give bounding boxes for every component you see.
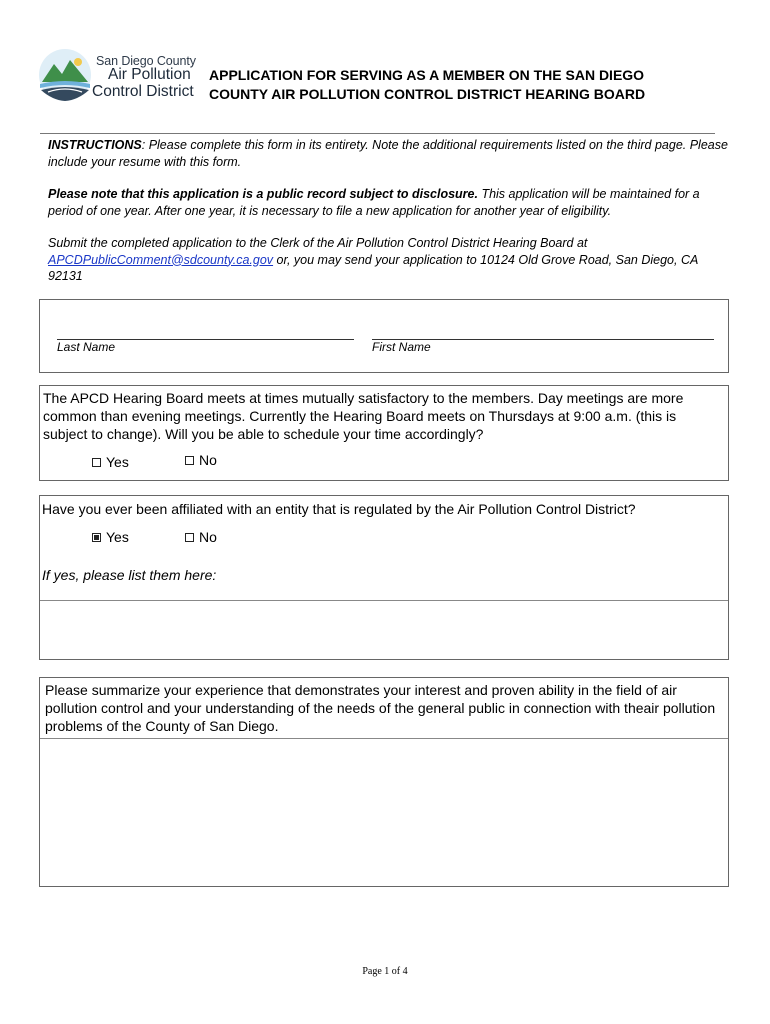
public-record-notice-text: This application will be maintained for a period of one year. After one year, it is necessary to file a new application for another year of eligibility. (48, 187, 700, 218)
experience-answer-field[interactable] (44, 744, 724, 880)
email-link[interactable]: APCDPublicComment@sdcounty.ca.gov (48, 252, 274, 267)
logo-text-line3: Control District (92, 83, 194, 100)
submit-instructions (48, 235, 728, 285)
schedule-yes-label: Yes (106, 454, 129, 470)
affiliation-yes-label: Yes (106, 529, 129, 545)
affiliation-answer-field[interactable] (44, 606, 724, 652)
schedule-question-text: The APCD Hearing Board meets at times mutually satisfactory to the members. Day meetings are more common than evening meetings. Currently the Hearing Board meets on Thursdays at 9:00 a.m. (this is subject to change). Will you be able to schedule your time accordingly? (43, 390, 684, 442)
instructions-text: : Please complete this form in its entirety. Note the additional requirements listed on the third page. Please include your resume with this form. (48, 138, 728, 169)
instructions-paragraph (48, 137, 728, 170)
instructions-label: INSTRUCTIONS (48, 138, 142, 152)
affiliation-no-option[interactable] (185, 529, 217, 545)
first-name-field[interactable] (372, 324, 714, 338)
affiliation-yes-option[interactable] (92, 529, 129, 545)
schedule-question-section (39, 385, 729, 481)
affiliation-no-label: No (199, 529, 217, 545)
document-title (209, 66, 749, 104)
schedule-no-option[interactable] (185, 452, 217, 468)
last-name-label: Last Name (57, 340, 116, 354)
public-record-notice (48, 186, 728, 219)
header-divider (40, 133, 715, 134)
submit-suffix: or, you may send your application to 10124 Old Grove Road, San Diego, CA 92131 (48, 252, 698, 283)
page-number: Page 1 of 4 (362, 966, 408, 977)
experience-question-section (39, 677, 729, 887)
experience-question-text: Please summarize your experience that demonstrates your interest and proven ability in the field of air pollution control and your understanding of the needs of the general public in connection with theair pollution problems of the County of San Diego. (45, 682, 716, 734)
experience-answer-divider (40, 738, 728, 739)
title-line-2: COUNTY AIR POLLUTION CONTROL DISTRICT HEARING BOARD (209, 86, 646, 102)
affiliation-answer-divider (40, 600, 728, 601)
schedule-no-label: No (199, 452, 217, 468)
logo-text-line2: Air Pollution (108, 66, 191, 83)
last-name-field[interactable] (57, 324, 354, 338)
logo-text-line1: San Diego County (96, 54, 196, 68)
schedule-no-checkbox[interactable] (185, 456, 194, 465)
schedule-yes-checkbox[interactable] (92, 458, 101, 467)
affiliation-no-checkbox[interactable] (185, 533, 194, 542)
title-line-1: APPLICATION FOR SERVING AS A MEMBER ON THE SAN DIEGO (209, 67, 645, 83)
affiliation-followup-label: If yes, please list them here: (42, 567, 217, 583)
affiliation-question-section (39, 495, 729, 660)
affiliation-yes-checkbox[interactable] (92, 533, 101, 542)
public-record-notice-bold: Please note that this application is a public record subject to disclosure. (48, 187, 478, 201)
mountains-landscape-icon (38, 48, 92, 102)
first-name-label: First Name (372, 340, 431, 354)
name-section (39, 299, 729, 373)
submit-prefix: Submit the completed application to the Clerk of the Air Pollution Control District Hearing Board at (48, 236, 588, 250)
affiliation-question-text: Have you ever been affiliated with an entity that is regulated by the Air Pollution Control District? (42, 501, 636, 517)
schedule-yes-option[interactable] (92, 454, 129, 470)
